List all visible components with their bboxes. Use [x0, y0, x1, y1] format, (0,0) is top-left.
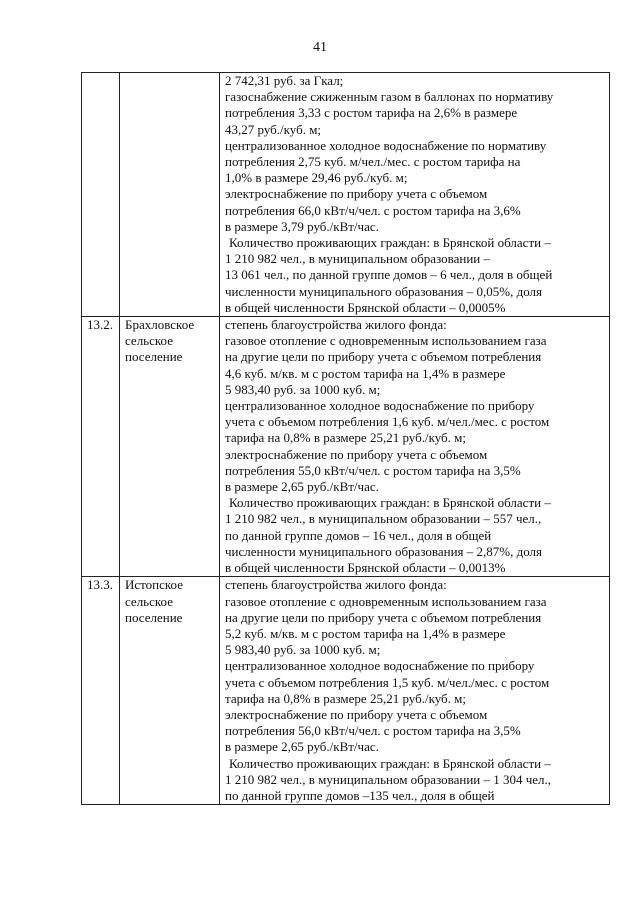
settlement-name-line: Истопское	[125, 577, 183, 593]
description-line: степень благоустройства жилого фонда:	[225, 317, 447, 333]
description-line: 1 210 982 чел., в муниципальном образовании – 1 304 чел.,	[225, 771, 552, 787]
description-line: 2 742,31 руб. за Гкал;	[225, 73, 344, 88]
settlement-name-line: сельское	[125, 333, 173, 349]
description-line: Количество проживающих граждан: в Брянской области –	[229, 495, 551, 511]
description-line: в размере 2,65 руб./кВт/час.	[225, 739, 379, 755]
description-line: 1,0% в размере 29,46 руб./куб. м;	[225, 170, 408, 186]
description-line: тарифа на 0,8% в размере 25,21 руб./куб. м;	[225, 690, 466, 706]
description-line: численности муниципального образования – 0,05%, доля	[225, 283, 543, 299]
settlement-name-cell	[120, 73, 220, 317]
description-line: электроснабжение по прибору учета с объемом	[225, 446, 488, 462]
tariff-table	[81, 72, 610, 805]
description-line: газовое отопление с одновременным использованием газа	[225, 593, 547, 609]
table-row	[82, 73, 610, 317]
description-cell	[220, 73, 610, 317]
description-line: потребления 66,0 кВт/ч/чел. с ростом тарифа на 3,6%	[225, 202, 521, 218]
description-line: 1 210 982 чел., в муниципальном образовании – 557 чел.,	[225, 511, 542, 527]
description-line: учета с объемом потребления 1,6 куб. м/чел./мес. с ростом	[225, 414, 550, 430]
description-line: потребления 56,0 кВт/ч/чел. с ростом тарифа на 3,5%	[225, 723, 521, 739]
description-line: в общей численности Брянской области – 0,0005%	[225, 299, 506, 315]
description-line: численности муниципального образования – 2,87%, доля	[225, 543, 543, 559]
description-cell	[220, 577, 610, 805]
table-row	[82, 577, 610, 805]
row-number-cell	[82, 317, 120, 577]
description-line: степень благоустройства жилого фонда:	[225, 577, 447, 593]
description-line: в размере 2,65 руб./кВт/час.	[225, 479, 379, 495]
description-cell	[220, 317, 610, 577]
description-line: 5 983,40 руб. за 1000 куб. м;	[225, 642, 381, 658]
row-number: 13.3.	[87, 577, 113, 593]
description-line: Количество проживающих граждан: в Брянской области –	[229, 235, 551, 251]
description-line: в общей численности Брянской области – 0,0013%	[225, 560, 506, 576]
row-number-cell	[82, 577, 120, 805]
row-number: 13.2.	[87, 317, 113, 333]
description-line: электроснабжение по прибору учета с объемом	[225, 706, 488, 722]
description-line: на другие цели по прибору учета с объемом потребления	[225, 349, 542, 365]
settlement-name-cell	[120, 577, 220, 805]
description-line: 4,6 куб. м/кв. м с ростом тарифа на 1,4% в размере	[225, 365, 506, 381]
description-line: газовое отопление с одновременным использованием газа	[225, 333, 547, 349]
description-line: Количество проживающих граждан: в Брянской области –	[229, 755, 551, 771]
description-line: 13 061 чел., по данной группе домов – 6 чел., доля в общей	[225, 267, 553, 283]
description-line: потребления 2,75 куб. м/чел./мес. с ростом тарифа на	[225, 154, 521, 170]
table-body	[82, 73, 610, 805]
settlement-name-cell	[120, 317, 220, 577]
description-line: 5,2 куб. м/кв. м с ростом тарифа на 1,4% в размере	[225, 625, 506, 641]
description-line: 1 210 982 чел., в муниципальном образовании –	[225, 251, 490, 267]
settlement-name-line: поселение	[125, 609, 183, 625]
description-line: потребления 3,33 с ростом тарифа на 2,6% в размере	[225, 105, 518, 121]
description-line: 43,27 руб./куб. м;	[225, 121, 322, 137]
description-line: учета с объемом потребления 1,5 куб. м/чел./мес. с ростом	[225, 674, 550, 690]
description-line: по данной группе домов –135 чел., доля в общей	[225, 787, 495, 803]
description-line: по данной группе домов – 16 чел., доля в общей	[225, 527, 492, 543]
description-line: централизованное холодное водоснабжение по прибору	[225, 398, 535, 414]
description-line: централизованное холодное водоснабжение по нормативу	[225, 137, 547, 153]
settlement-name-line: поселение	[125, 349, 183, 365]
description-line: газоснабжение сжиженным газом в баллонах по нормативу	[225, 89, 554, 105]
description-line: электроснабжение по прибору учета с объемом	[225, 186, 488, 202]
description-line: централизованное холодное водоснабжение по прибору	[225, 658, 535, 674]
table-row	[82, 317, 610, 577]
description-line: на другие цели по прибору учета с объемом потребления	[225, 609, 542, 625]
description-line: потребления 55,0 кВт/ч/чел. с ростом тарифа на 3,5%	[225, 462, 521, 478]
description-line: в размере 3,79 руб./кВт/час.	[225, 218, 379, 234]
description-line: тарифа на 0,8% в размере 25,21 руб./куб. м;	[225, 430, 466, 446]
row-number-cell	[82, 73, 120, 317]
settlement-name-line: сельское	[125, 593, 173, 609]
description-line: 5 983,40 руб. за 1000 куб. м;	[225, 381, 381, 397]
page-number: 41	[313, 40, 327, 55]
settlement-name-line: Брахловское	[125, 317, 195, 333]
